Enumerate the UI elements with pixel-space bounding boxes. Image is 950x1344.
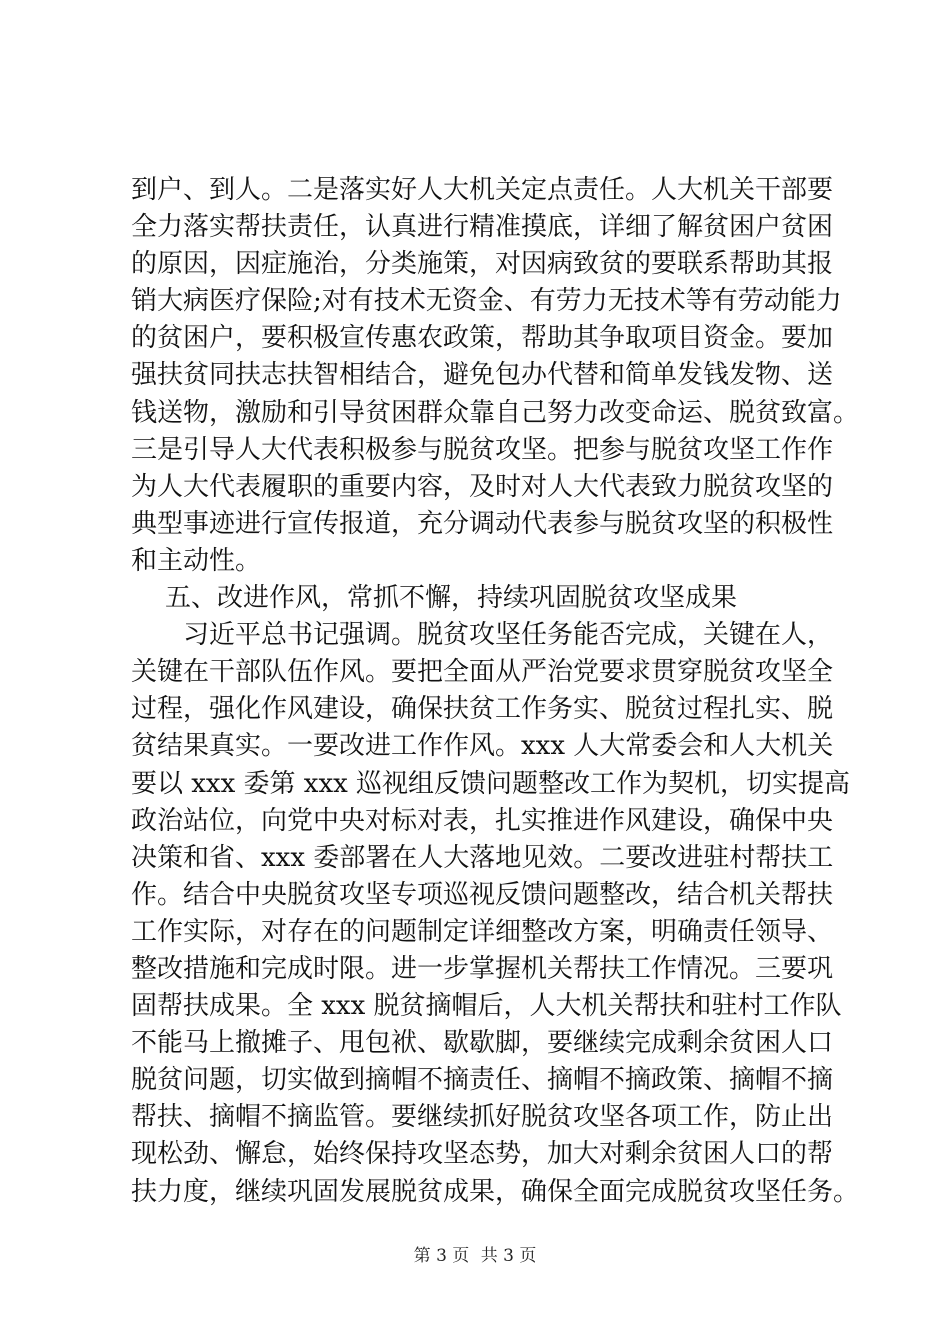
text-line: 销大病医疗保险;对有技术无资金、有劳力无技术等有劳动能力 (131, 286, 842, 317)
text-line: 的贫困户，要积极宣传惠农政策，帮助其争取项目资金。要加 (131, 323, 834, 354)
text-line: 强扶贫同扶志扶智相结合，避免包办代替和简单发钱发物、送 (131, 360, 834, 391)
text-line: 和主动性。 (131, 545, 262, 576)
text-line: 典型事迹进行宣传报道，充分调动代表参与脱贫攻坚的积极性 (131, 508, 834, 539)
text-line: 习近平总书记强调。脱贫攻坚任务能否完成，关键在人， (183, 620, 834, 651)
text-line: 工作实际，对存在的问题制定详细整改方案，明确责任领导、 (131, 916, 834, 947)
text-line: 帮扶、摘帽不摘监管。要继续抓好脱贫攻坚各项工作，防止出 (131, 1102, 834, 1133)
text-line: 三是引导人大代表积极参与脱贫攻坚。把参与脱贫攻坚工作作 (131, 434, 834, 465)
document-body (131, 172, 861, 1211)
text-line: 不能马上撤摊子、甩包袱、歇歇脚，要继续完成剩余贫困人口 (131, 1028, 834, 1059)
text-line: 整改措施和完成时限。进一步掌握机关帮扶工作情况。三要巩 (131, 953, 834, 984)
text-line: 钱送物，激励和引导贫困群众靠自己努力改变命运、脱贫致富。 (131, 397, 860, 428)
text-line: 现松劲、懈怠，始终保持攻坚态势，加大对剩余贫困人口的帮 (131, 1139, 834, 1170)
text-line: 的原因，因症施治，分类施策，对因病致贫的要联系帮助其报 (131, 249, 834, 280)
text-line: 过程，强化作风建设，确保扶贫工作务实、脱贫过程扎实、脱 (131, 694, 834, 725)
text-line: 固帮扶成果。全 xxx 脱贫摘帽后，人大机关帮扶和驻村工作队 (131, 991, 842, 1022)
text-line: 贫结果真实。一要改进工作作风。xxx 人大常委会和人大机关 (131, 731, 834, 762)
text-line: 全力落实帮扶责任，认真进行精准摸底，详细了解贫困户贫困 (131, 212, 834, 243)
page-number-total: 共 3 页 (480, 1246, 537, 1266)
section-heading: 五、改进作风，常抓不懈，持续巩固脱贫攻坚成果 (165, 583, 738, 614)
text-line: 政治站位，向党中央对标对表，扎实推进作风建设，确保中央 (131, 805, 834, 836)
text-line: 关键在干部队伍作风。要把全面从严治党要求贯穿脱贫攻坚全 (131, 657, 834, 688)
text-line: 脱贫问题，切实做到摘帽不摘责任、摘帽不摘政策、摘帽不摘 (131, 1065, 834, 1096)
text-line: 到户、到人。二是落实好人大机关定点责任。人大机关干部要 (131, 175, 834, 205)
text-line: 为人大代表履职的重要内容，及时对人大代表致力脱贫攻坚的 (131, 471, 834, 502)
page-number-current: 第 3 页 (413, 1246, 470, 1266)
text-line: 决策和省、xxx 委部署在人大落地见效。二要改进驻村帮扶工 (131, 842, 834, 873)
text-line: 要以 xxx 委第 xxx 巡视组反馈问题整改工作为契机，切实提高 (131, 768, 851, 799)
text-line: 扶力度，继续巩固发展脱贫成果，确保全面完成脱贫攻坚任务。 (131, 1176, 860, 1207)
page-footer (0, 1241, 950, 1266)
text-line: 作。结合中央脱贫攻坚专项巡视反馈问题整改，结合机关帮扶 (131, 879, 834, 910)
